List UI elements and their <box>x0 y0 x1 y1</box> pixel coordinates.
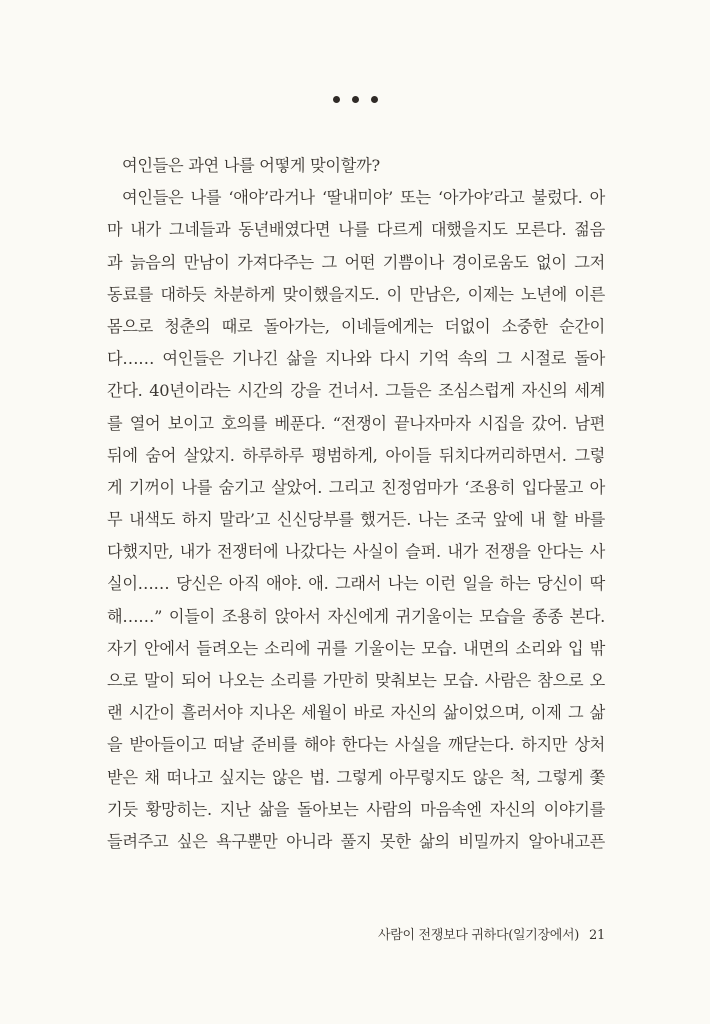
text-line: 마 내가 그네들과 동년배였다면 나를 다르게 대했을지도 모른다. 젊음 <box>107 220 605 240</box>
text-line: 무 내색도 하지 말라’고 신신당부를 했거든. 나는 조국 앞에 내 할 바를 <box>107 510 605 530</box>
text-line: 과 늙음의 만남이 가져다주는 그 어떤 기쁨이나 경이로움도 없이 그저 <box>107 252 605 272</box>
text-line: 받은 채 떠나고 싶지는 않은 법. 그렇게 아무렇지도 않은 척, 그렇게 쫓 <box>107 767 605 787</box>
text-line: 뒤에 숨어 살았지. 하루하루 평범하게, 아이들 뒤치다꺼리하면서. 그렇 <box>107 445 605 465</box>
text-line: 동료를 대하듯 차분하게 맞이했을지도. 이 만남은, 이제는 노년에 이른 <box>107 284 605 304</box>
text-line: 다했지만, 내가 전쟁터에 나갔다는 사실이 슬퍼. 내가 전쟁을 안다는 사 <box>107 542 605 562</box>
text-line: 를 열어 보이고 호의를 베푼다. “전쟁이 끝나자마자 시집을 갔어. 남편 <box>107 413 605 433</box>
separator-dot <box>333 96 340 103</box>
text-line: 해……” 이들이 조용히 앉아서 자신에게 귀기울이는 모습을 종종 본다. <box>107 606 605 626</box>
text-line: 으로 말이 되어 나오는 소리를 가만히 맞춰보는 모습. 사람은 참으로 오 <box>107 671 605 690</box>
text-line: 몸으로 청춘의 때로 돌아가는, 이네들에게는 더없이 소중한 순간이 <box>107 316 605 336</box>
running-title: 사람이 전쟁보다 귀하다(일기장에서) <box>377 928 580 943</box>
body-text <box>107 150 605 858</box>
text-line: 자기 안에서 들려오는 소리에 귀를 기울이는 모습. 내면의 소리와 입 밖 <box>107 638 605 658</box>
text-line: 들려주고 싶은 욕구뿐만 아니라 풀지 못한 삶의 비밀까지 알아내고픈 <box>107 831 605 851</box>
page-footer <box>378 924 605 943</box>
text-line: 을 받아들이고 떠날 준비를 해야 한다는 사실을 깨닫는다. 하지만 상처 <box>107 735 605 755</box>
separator-dot <box>352 96 359 103</box>
text-line: 기듯 황망히는. 지난 삶을 돌아보는 사람의 마음속엔 자신의 이야기를 <box>107 799 605 819</box>
section-separator <box>0 88 710 107</box>
text-line: 게 기꺼이 나를 숨기고 살았어. 그리고 친정엄마가 ‘조용히 입다물고 아 <box>107 477 605 497</box>
text-line: 실이…… 당신은 아직 애야. 애. 그래서 나는 이런 일을 하는 당신이 딱 <box>107 574 605 594</box>
separator-dot <box>371 96 378 103</box>
text-line: 여인들은 과연 나를 어떻게 맞이할까? <box>122 156 380 175</box>
text-line: 여인들은 나를 ‘애야’라거나 ‘딸내미야’ 또는 ‘아가야’라고 불렀다. 아 <box>122 188 605 208</box>
text-line: 랜 시간이 흘러서야 지나온 세월이 바로 자신의 삶이었으며, 이제 그 삶 <box>107 703 605 723</box>
page-number: 21 <box>589 928 605 943</box>
text-line: 다…… 여인들은 기나긴 삶을 지나와 다시 기억 속의 그 시절로 돌아 <box>107 349 605 369</box>
text-line: 간다. 40년이라는 시간의 강을 건너서. 그들은 조심스럽게 자신의 세계 <box>107 381 605 401</box>
